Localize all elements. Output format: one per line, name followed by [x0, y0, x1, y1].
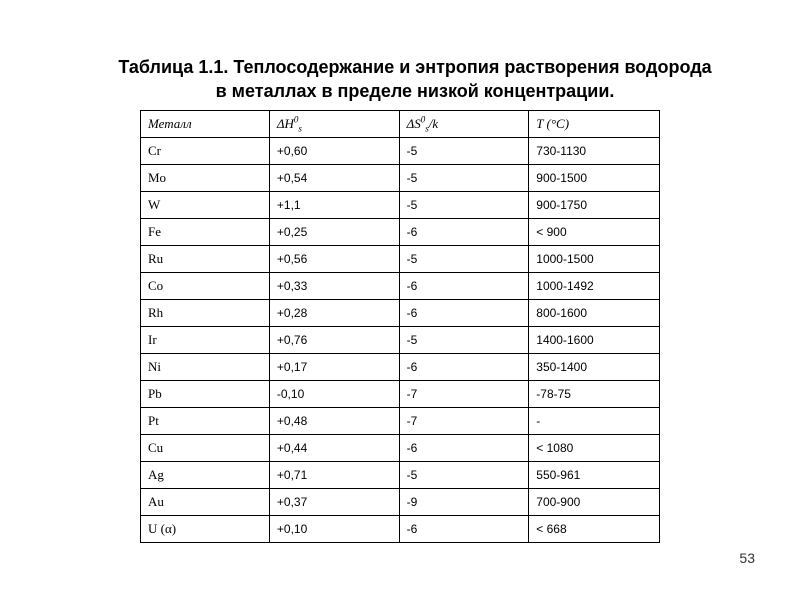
cell-temperature: 350-1400 [529, 354, 660, 381]
title-line-2: в металлах в пределе низкой концентрации. [215, 81, 615, 101]
cell-entropy: -5 [399, 192, 529, 219]
cell-temperature: < 900 [529, 219, 660, 246]
cell-temperature: 800-1600 [529, 300, 660, 327]
title-line-1: Таблица 1.1. Теплосодержание и энтропия растворения водорода [118, 57, 712, 77]
cell-metal: Fe [141, 219, 270, 246]
cell-temperature: 1000-1500 [529, 246, 660, 273]
header-entropy [399, 111, 529, 138]
cell-enthalpy: +0,17 [269, 354, 399, 381]
table-row [141, 462, 660, 489]
table-row [141, 354, 660, 381]
cell-temperature: 700-900 [529, 489, 660, 516]
entropy-suffix: /k [428, 116, 439, 131]
cell-metal: U (α) [141, 516, 270, 543]
header-enthalpy [269, 111, 399, 138]
cell-enthalpy: +0,76 [269, 327, 399, 354]
cell-metal: Au [141, 489, 270, 516]
table-header-row [141, 111, 660, 138]
table-row [141, 327, 660, 354]
cell-enthalpy: +0,10 [269, 516, 399, 543]
cell-enthalpy: +0,71 [269, 462, 399, 489]
cell-enthalpy: +0,48 [269, 408, 399, 435]
cell-entropy: -6 [399, 435, 529, 462]
cell-entropy: -7 [399, 381, 529, 408]
cell-temperature: 550-961 [529, 462, 660, 489]
cell-enthalpy: +0,33 [269, 273, 399, 300]
table-row [141, 435, 660, 462]
cell-temperature: 900-1500 [529, 165, 660, 192]
cell-entropy: -5 [399, 165, 529, 192]
cell-enthalpy: +0,28 [269, 300, 399, 327]
cell-entropy: -7 [399, 408, 529, 435]
cell-temperature: 900-1750 [529, 192, 660, 219]
table-row [141, 489, 660, 516]
cell-metal: W [141, 192, 270, 219]
cell-enthalpy: +0,54 [269, 165, 399, 192]
cell-enthalpy: +1,1 [269, 192, 399, 219]
header-temperature: T (°C) [529, 111, 660, 138]
cell-metal: Co [141, 273, 270, 300]
cell-temperature: 730-1130 [529, 138, 660, 165]
entropy-sup: 0 [420, 114, 426, 125]
cell-entropy: -6 [399, 516, 529, 543]
cell-enthalpy: +0,44 [269, 435, 399, 462]
cell-enthalpy: +0,37 [269, 489, 399, 516]
cell-entropy: -5 [399, 138, 529, 165]
cell-temperature: < 1080 [529, 435, 660, 462]
cell-temperature: < 668 [529, 516, 660, 543]
enthalpy-symbol: ΔH [276, 116, 294, 131]
page-title [60, 55, 770, 103]
table-row [141, 516, 660, 543]
cell-temperature: 1000-1492 [529, 273, 660, 300]
enthalpy-sub: s [298, 123, 302, 134]
cell-entropy: -5 [399, 246, 529, 273]
cell-metal: Ru [141, 246, 270, 273]
metals-table [140, 110, 660, 543]
table-row [141, 246, 660, 273]
cell-enthalpy: +0,25 [269, 219, 399, 246]
page-number: 53 [739, 550, 755, 566]
table-row [141, 219, 660, 246]
cell-enthalpy: -0,10 [269, 381, 399, 408]
cell-entropy: -6 [399, 219, 529, 246]
entropy-sub: s [425, 123, 429, 134]
enthalpy-sup: 0 [293, 114, 299, 125]
cell-temperature: 1400-1600 [529, 327, 660, 354]
header-metal: Металл [141, 111, 270, 138]
table-body [141, 138, 660, 543]
cell-temperature: - [529, 408, 660, 435]
table-row [141, 138, 660, 165]
cell-metal: Cu [141, 435, 270, 462]
cell-entropy: -6 [399, 354, 529, 381]
cell-metal: Ni [141, 354, 270, 381]
table-row [141, 408, 660, 435]
table-row [141, 300, 660, 327]
cell-metal: Rh [141, 300, 270, 327]
table-row [141, 381, 660, 408]
cell-metal: Pt [141, 408, 270, 435]
cell-entropy: -5 [399, 327, 529, 354]
cell-metal: Cr [141, 138, 270, 165]
cell-entropy: -9 [399, 489, 529, 516]
table-row [141, 192, 660, 219]
cell-temperature: -78-75 [529, 381, 660, 408]
table-row [141, 165, 660, 192]
cell-enthalpy: +0,60 [269, 138, 399, 165]
cell-metal: Pb [141, 381, 270, 408]
cell-entropy: -6 [399, 273, 529, 300]
cell-entropy: -6 [399, 300, 529, 327]
entropy-symbol: ΔS [406, 116, 421, 131]
table-row [141, 273, 660, 300]
cell-metal: Mo [141, 165, 270, 192]
cell-entropy: -5 [399, 462, 529, 489]
cell-metal: Ag [141, 462, 270, 489]
cell-metal: Ir [141, 327, 270, 354]
cell-enthalpy: +0,56 [269, 246, 399, 273]
